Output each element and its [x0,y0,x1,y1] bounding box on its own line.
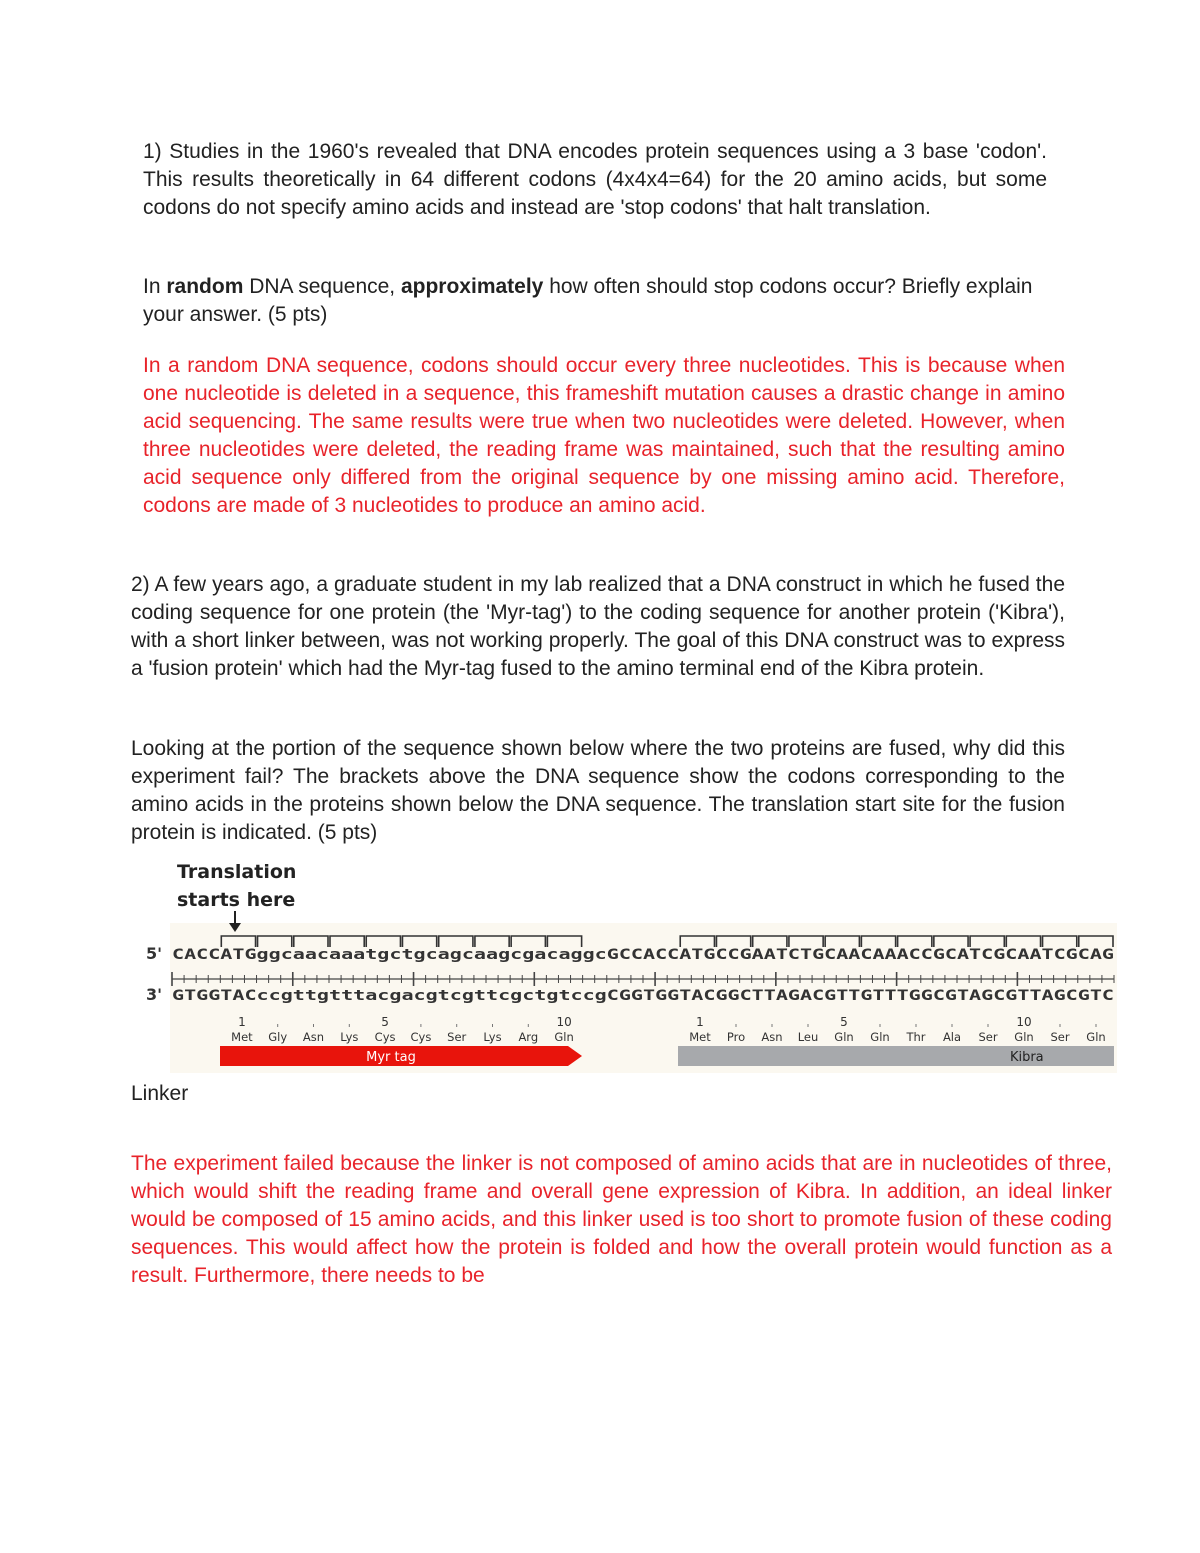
residue-label: Gly [268,1030,288,1044]
prompt-pre: In [143,275,167,298]
residue-label: Ala [942,1030,962,1044]
answer-1: In a random DNA sequence, codons should occur every three nucleotides. This is because when one nucleotide is deleted in a sequence, this frameshift mutation causes a drastic change in amino acid sequencing. The same results were true when two nucleotides were deleted. However, when three nucleotides were deleted, the reading frame was maintained, such that the resulting amino acid sequence only differed from the original sequence by one missing amino acid. Therefore, codons are made of 3 nucleotides to produce an amino acid. [143,354,1065,517]
bottom-strand-sequence: GTGGTACccgttgtttacgacgtcgttcgctgtccgCGGTGGTACGGCTTAGACGTTGTTTGGCGTAGCGTTAGCGTC [172,988,1114,1004]
sequence-figure [142,853,1117,1073]
residue-label: Thr [906,1030,926,1044]
residue-label: Gln [1086,1030,1106,1044]
residue-number: 10 [556,1015,572,1029]
residue-label: Ser [1050,1030,1070,1044]
residue-label: Gln [1014,1030,1034,1044]
residue-label: Pro [726,1030,746,1044]
answer-2: The experiment failed because the linker is not composed of amino acids that are in nucleotides of three, which would shift the reading frame and overall gene expression of Kibra. In addition, an ideal linker would be composed of 15 amino acids, and this linker used is too short to promote fusion of these coding sequences. This would affect how the protein is folded and how the overall protein would function as a result. Furthermore, there needs to be [131,1152,1112,1287]
residue-number: 1 [238,1015,246,1029]
figure-title-line1: Translation [177,861,297,883]
prompt-bold-approximately: approximately [400,275,544,298]
residue-label: Met [231,1030,253,1044]
residue-label: Ser [978,1030,998,1044]
question-2-text: 2) A few years ago, a graduate student in my lab realized that a DNA construct in which he fused the coding sequence for one protein (the 'Myr-tag') to the coding sequence for another protein ('Kibra'), with a short linker between, was not working properly. The goal of this DNA construct was to express a 'fusion protein' which had the Myr-tag fused to the amino terminal end of the Kibra protein. [131,573,1065,680]
sequence-diagram [142,853,1117,1073]
residue-label: Asn [302,1030,325,1044]
figure-title-line2: starts here [177,889,296,911]
residue-label: Gln [870,1030,890,1044]
top-strand-sequence: CACCATGggcaacaaatgctgcagcaagcgacaggcGCCACCATGCCGAATCTGCAACAAACCGCATCGCAATCGCAG [172,947,1114,963]
strand-3-prime: 3' [146,985,163,1004]
residue-label: Cys [374,1030,396,1044]
track-label: Kibra [1009,1050,1044,1065]
residue-label: Gln [554,1030,574,1044]
residue-number: 1 [696,1015,704,1029]
residue-number: 5 [381,1015,389,1029]
residue-label: Ser [447,1030,467,1044]
residue-label: Cys [410,1030,432,1044]
question-1-prompt [143,273,1067,329]
track-label: Myr tag [366,1050,416,1065]
residue-label: Arg [518,1030,539,1044]
residue-label: Lys [340,1030,359,1044]
prompt-mid: DNA sequence, [243,275,401,298]
residue-label: Lys [483,1030,502,1044]
residue-number: 10 [1016,1015,1032,1029]
question-1-text: 1) Studies in the 1960's revealed that DNA encodes protein sequences using a 3 base 'codon'. This results theoretically in 64 different codons (4x4x4=64) for the 20 amino acids, but some codons do not specify amino acids and instead are 'stop codons' that halt translation. [143,140,1047,219]
residue-label: Met [689,1030,711,1044]
prompt-post: how often should stop codons occur? Briefly explain your answer. (5 pts) [143,275,1033,326]
strand-5-prime: 5' [146,944,163,963]
residue-label: Gln [834,1030,854,1044]
residue-number: 5 [840,1015,848,1029]
kibra-bar [678,1046,1114,1066]
residue-label: Asn [761,1030,783,1044]
question-2-prompt: Looking at the portion of the sequence shown below where the two proteins are fused, why did this experiment fail? The brackets above the DNA sequence show the codons corresponding to the amino acids in the proteins shown below the DNA sequence. The translation start site for the fusion protein is indicated. (5 pts) [131,737,1065,844]
residue-label: Leu [797,1030,819,1044]
prompt-bold-random: random [166,275,244,298]
linker-label: Linker [131,1082,189,1105]
